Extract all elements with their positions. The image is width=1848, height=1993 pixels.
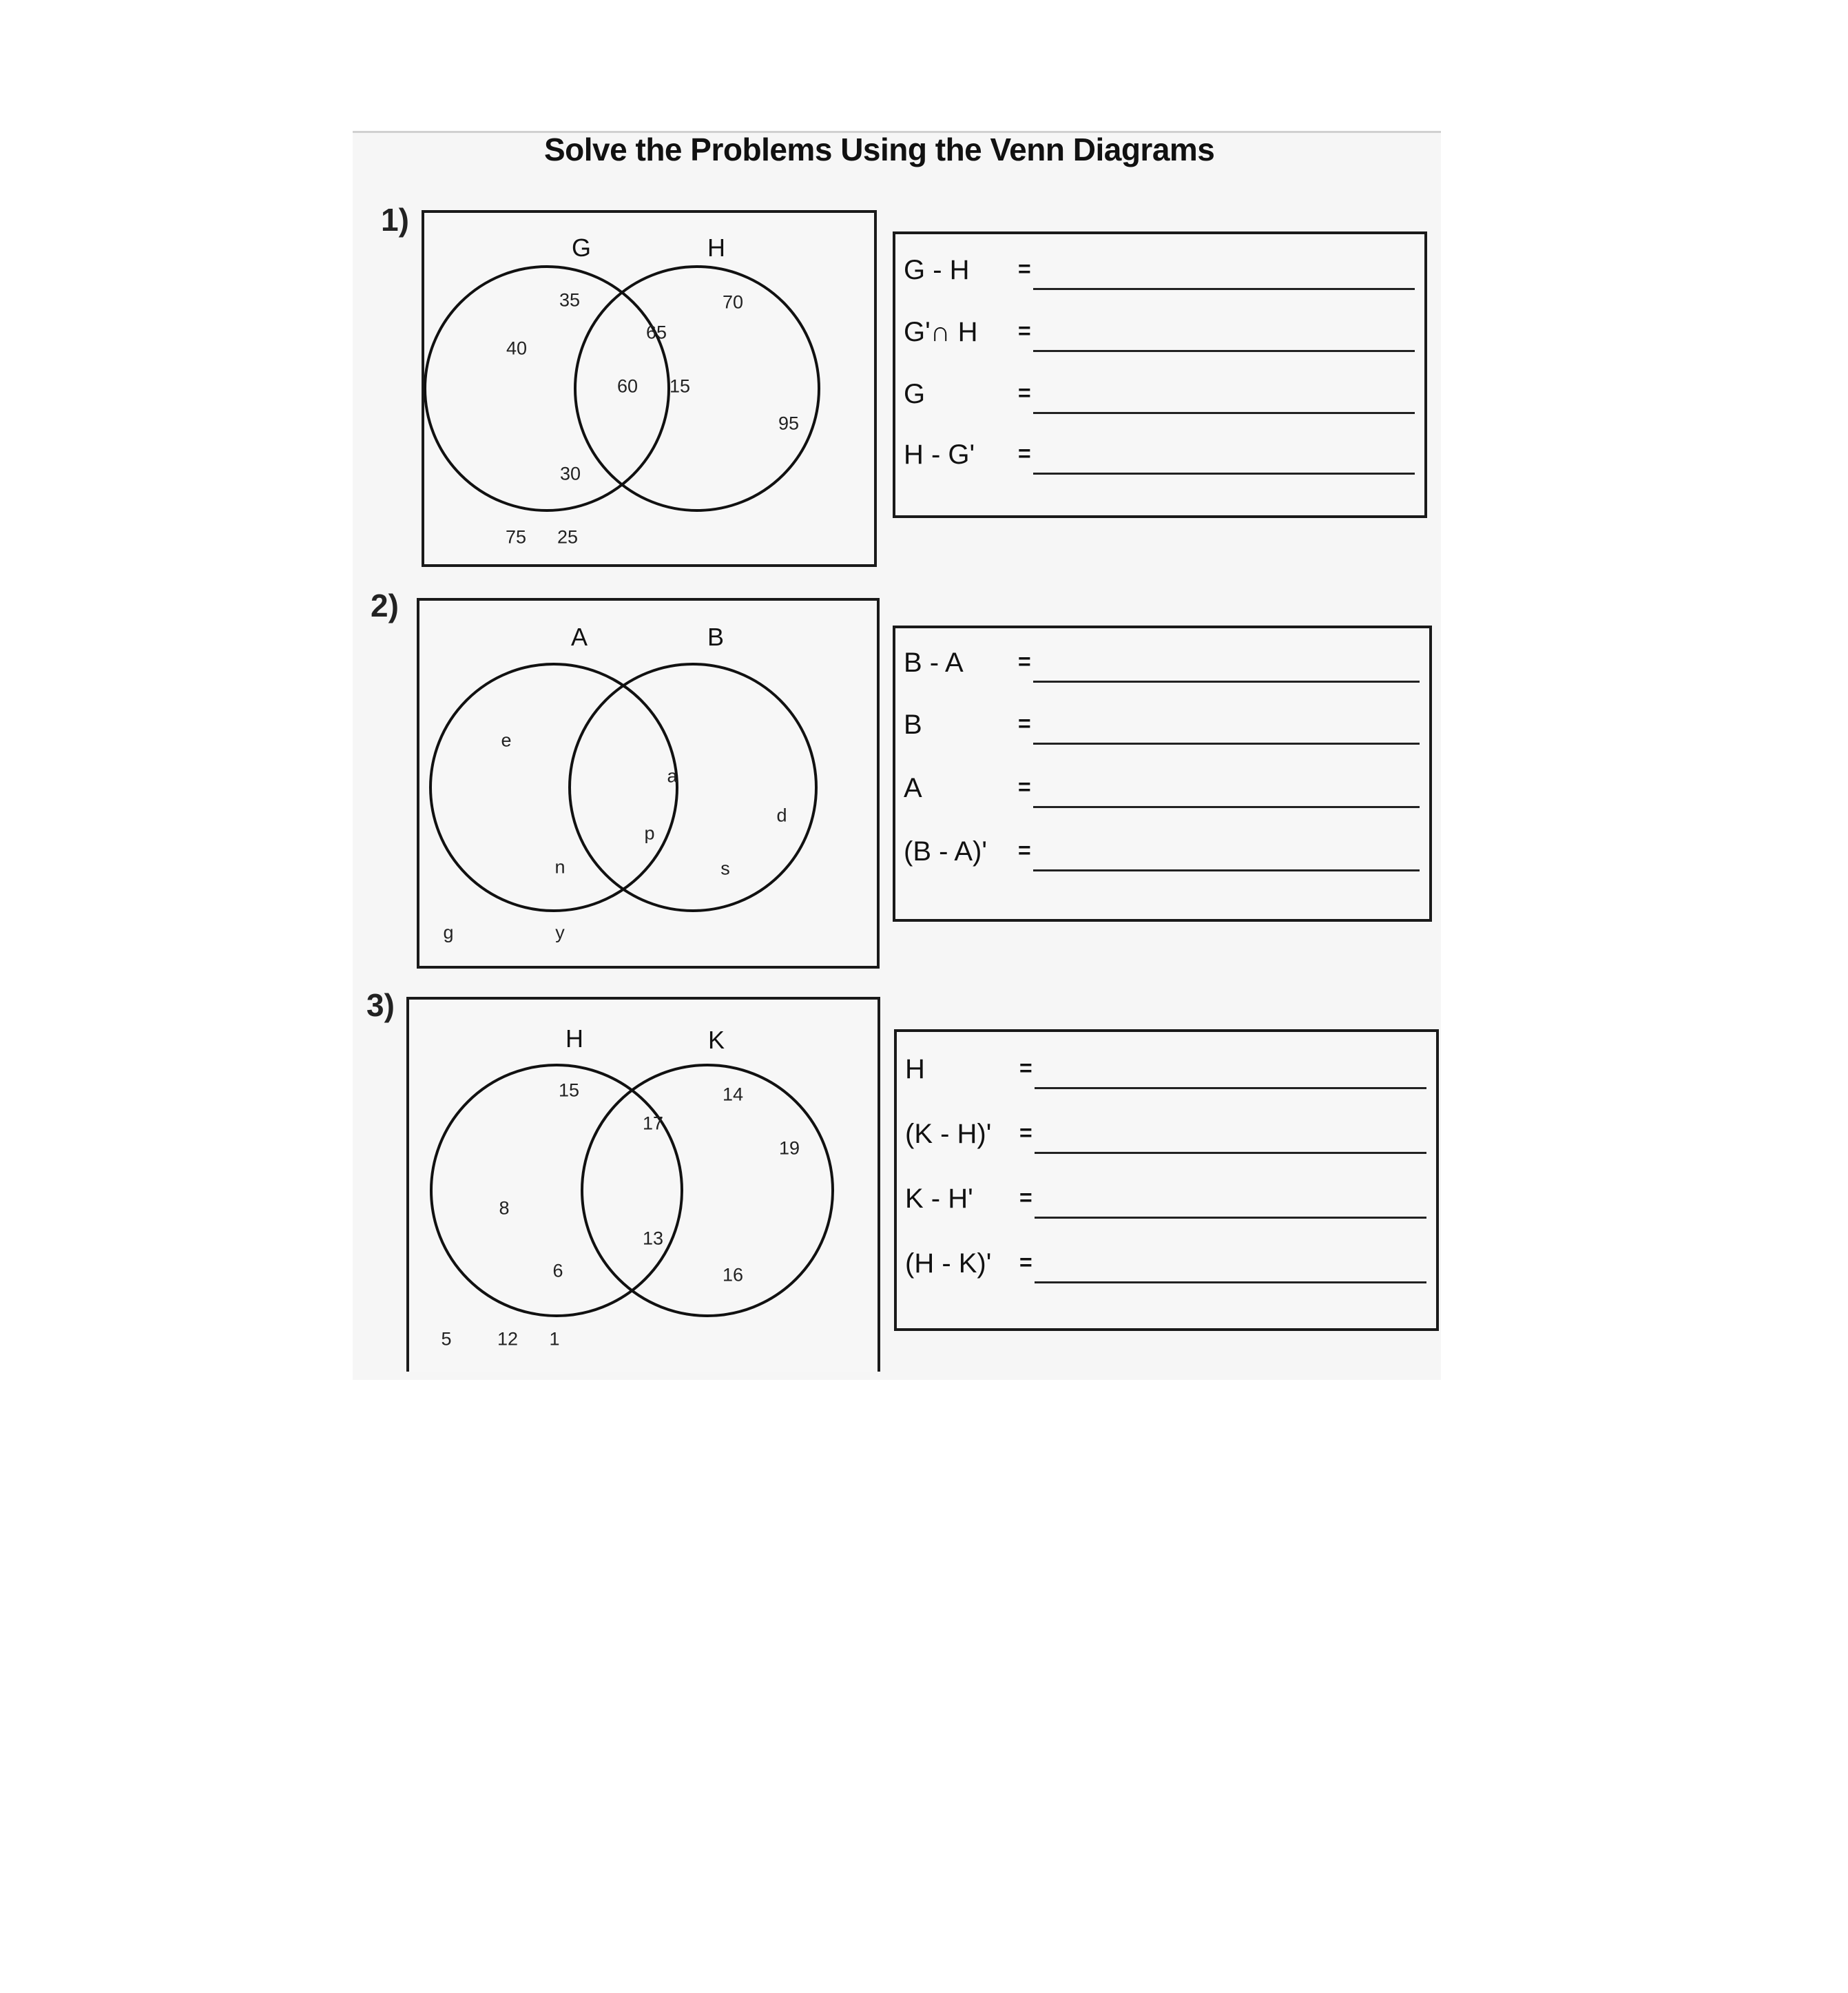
- venn-value: 30: [559, 463, 581, 484]
- answer-blank[interactable]: [1033, 473, 1415, 475]
- answer-blank[interactable]: [1033, 412, 1415, 414]
- answer-expression: B - A: [904, 648, 964, 678]
- venn-value: s: [720, 858, 730, 879]
- set-label-h: H: [565, 1024, 583, 1053]
- answer-blank[interactable]: [1035, 1087, 1426, 1089]
- answer-blank[interactable]: [1035, 1281, 1426, 1283]
- problem-3-number: 3): [366, 987, 395, 1023]
- problem-3-answer-box: [894, 1029, 1439, 1331]
- problem-1-number: 1): [381, 202, 409, 238]
- equals-sign: =: [1019, 1055, 1032, 1080]
- set-label-a: A: [570, 623, 588, 651]
- answer-blank[interactable]: [1033, 350, 1415, 352]
- answer-row: [895, 317, 1424, 358]
- outside-value: y: [555, 922, 565, 943]
- problem-3-circles: [409, 1000, 878, 1372]
- equals-sign: =: [1019, 1120, 1032, 1145]
- answer-expression: H: [905, 1054, 925, 1084]
- answer-row: [897, 1184, 1436, 1225]
- set-label-k: K: [707, 1026, 725, 1054]
- answer-expression: H - G': [904, 440, 975, 470]
- venn-value: 14: [722, 1084, 744, 1105]
- answer-expression: A: [904, 773, 922, 803]
- set-label-h: H: [707, 234, 725, 262]
- answer-expression: (K - H)': [905, 1119, 992, 1149]
- venn-value: 65: [645, 322, 667, 343]
- outside-value: 25: [557, 526, 579, 548]
- venn-value: 16: [722, 1264, 744, 1285]
- venn-value: 40: [506, 338, 528, 359]
- equals-sign: =: [1018, 774, 1031, 799]
- worksheet-title: Solve the Problems Using the Venn Diagrams: [544, 132, 1215, 167]
- answer-blank[interactable]: [1033, 806, 1420, 808]
- answer-expression: G'∩ H: [904, 317, 978, 347]
- venn-value: 8: [499, 1197, 510, 1219]
- venn-value: 95: [778, 413, 800, 434]
- answer-expression: K - H': [905, 1184, 973, 1214]
- answer-blank[interactable]: [1033, 743, 1420, 745]
- set-label-b: B: [707, 623, 725, 651]
- outside-value: 5: [441, 1328, 452, 1350]
- venn-value: 13: [642, 1228, 664, 1249]
- answer-row: [895, 710, 1429, 751]
- equals-sign: =: [1018, 838, 1031, 863]
- outside-value: 1: [549, 1328, 560, 1350]
- problem-2-number: 2): [371, 588, 399, 623]
- circle-b: [570, 664, 816, 911]
- answer-row: [895, 255, 1424, 296]
- venn-value: 15: [669, 375, 691, 397]
- problem-2-venn-diagram: [417, 598, 880, 969]
- problem-2-circles: [419, 601, 877, 966]
- answer-expression: (B - A)': [904, 836, 987, 867]
- answer-blank[interactable]: [1033, 869, 1420, 871]
- circle-k: [582, 1065, 833, 1316]
- answer-row: [895, 379, 1424, 420]
- problem-1-circles: [424, 213, 874, 564]
- outside-value: 75: [505, 526, 527, 548]
- equals-sign: =: [1018, 318, 1031, 343]
- venn-value: 70: [722, 291, 744, 313]
- venn-value: 60: [616, 375, 639, 397]
- equals-sign: =: [1018, 380, 1031, 405]
- equals-sign: =: [1018, 441, 1031, 466]
- circle-a: [430, 664, 677, 911]
- equals-sign: =: [1018, 649, 1031, 674]
- problem-2-answer-box: [893, 626, 1432, 922]
- answer-row: [895, 773, 1429, 814]
- venn-value: 35: [559, 289, 581, 311]
- venn-value: 6: [552, 1260, 563, 1281]
- answer-row: [897, 1119, 1436, 1160]
- circle-h: [575, 267, 819, 510]
- answer-expression: G - H: [904, 255, 970, 285]
- answer-row: [897, 1054, 1436, 1095]
- venn-value: 19: [778, 1137, 800, 1159]
- answer-blank[interactable]: [1033, 681, 1420, 683]
- answer-blank[interactable]: [1035, 1152, 1426, 1154]
- venn-value: p: [644, 823, 655, 844]
- answer-expression: (H - K)': [905, 1248, 992, 1279]
- answer-row: [895, 836, 1429, 878]
- set-label-g: G: [571, 234, 592, 262]
- answer-row: [897, 1248, 1436, 1290]
- venn-value: a: [667, 765, 678, 787]
- problem-3-venn-diagram: [406, 997, 880, 1372]
- answer-row: [895, 648, 1429, 689]
- equals-sign: =: [1019, 1250, 1032, 1274]
- problem-1-venn-diagram: [422, 210, 877, 567]
- venn-value: 15: [558, 1080, 580, 1101]
- outside-value: g: [443, 922, 454, 943]
- venn-value: d: [776, 805, 787, 826]
- equals-sign: =: [1019, 1185, 1032, 1210]
- answer-blank[interactable]: [1035, 1217, 1426, 1219]
- equals-sign: =: [1018, 711, 1031, 736]
- answer-expression: G: [904, 379, 926, 409]
- outside-value: 12: [497, 1328, 519, 1350]
- venn-value: e: [501, 730, 512, 751]
- venn-value: 17: [642, 1113, 664, 1134]
- answer-row: [895, 440, 1424, 481]
- venn-value: n: [554, 856, 565, 878]
- equals-sign: =: [1018, 256, 1031, 281]
- answer-expression: B: [904, 710, 922, 740]
- answer-blank[interactable]: [1033, 288, 1415, 290]
- problem-1-answer-box: [893, 231, 1427, 518]
